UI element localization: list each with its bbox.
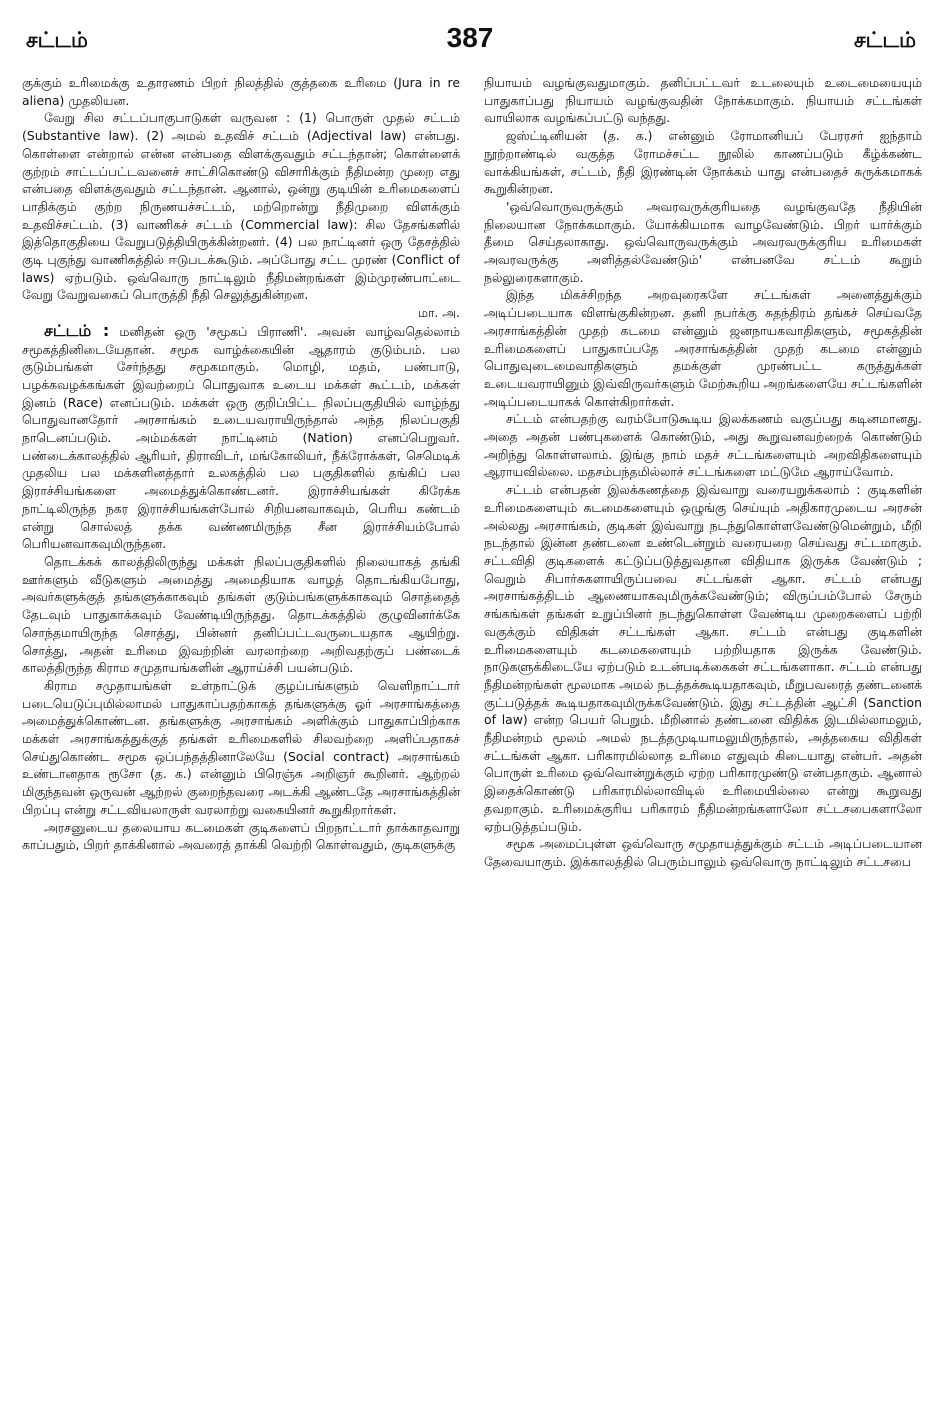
running-head-left: சட்டம் bbox=[26, 28, 88, 52]
paragraph: அரசனுடைய தலையாய கடமைகள் குடிகளைப் பிறநாட்டார் தாக்காதவாறு காப்பதும், பிறர் தாக்கினால் அவரைத் தாக்கி வெற்றி கொள்வதும், குடிகளுக்கு bbox=[22, 819, 460, 853]
paragraph: வேறு சில சட்டப்பாகுபாடுகள் வருவன : (1) பொருள் முதல் சட்டம் (Substantive law). (2) அமல் உதவிச் சட்டம் (Adjectival law) என்பது. கொள்ளை என்றால் என்ன என்பதை விளக்குவதும் சட்டந்தான்; கொள்ளைக் குற்றம் சாட்டப்பட்டவனைச் சாட்சிகொண்டு விசாரிக்கும் நீதிமன்ற முறை எது என்பதை விளக்குவதும் சட்டந்தான். ஆனால், ஒன்று குடியின் உரிமைகளைப் பாதிக்கும் குற்ற நிருணயச்சட்டம், மற்றொன்று நீதிமுறை விளக்கும் உதவிச்சட்டம். (3) வாணிகச் சட்டம் (Commercial law): சில தேசங்களில் இத்தொகுதியை வேறுபடுத்தியிருக்கின்றனர். (4) பல நாட்டினர் ஒரு தேசத்தில் குடி புகுந்து வாணிகத்தில் ஈடுபடக்கூடும். அப்போது சட்ட முரண் (Conflict of laws) ஏற்படும். ஒவ்வொரு நாட்டிலும் நீதிமன்றங்கள் இம்முரண்பாட்டை வேறு வேறுவகைப் பொருத்தி நீதி செலுத்துகின்றன. bbox=[22, 110, 460, 303]
entry-heading: சட்டம் : bbox=[44, 320, 110, 340]
paragraph: 'ஒவ்வொருவருக்கும் அவரவருக்குரியதை வழங்குவதே நீதியின் நிலையான நோக்கமாகும். யோக்கியமாக வாழவேண்டும். பிறர் யார்க்கும் தீமை செய்தலாகாது. ஒவ்வொருவருக்கும் அவரவருக்குரிய உரிமைகள் அவரவருக்கு அளித்தல்வேண்டும்' என்பனவே சட்டம் கூறும் நல்லுரைகளாகும். bbox=[484, 198, 922, 285]
right-column bbox=[484, 74, 922, 1414]
paragraph-text: மனிதன் ஒரு 'சமூகப் பிராணி'. அவன் வாழ்வதெல்லாம் சமூகத்தினிடையேதான். சமூக வாழ்க்கையின் ஆதாரம் குடும்பம். பல குடும்பங்கள் சேர்ந்தது சமூகமாகும். மொழி, மதம், பண்பாடு, பழக்கவழக்கங்கள் இவற்றைப் பொதுவாக உடைய மக்கள் கூட்டம், மக்கள் இனம் (Race) எனப்படும். மக்கள் ஒரு குறிப்பிட்ட நிலப்பகுதியில் வாழ்ந்து பொதுவானதோர் அரசாங்கம் உடையவராயிருந்தால் அந்த நிலப்பகுதி நாடெனப்படும். அம்மக்கள் நாட்டினம் (Nation) எனப்பெறுவர். பண்டைக்காலத்தில் ஆரியர், திராவிடர், மங்கோலியர், நீக்ரோக்கள், செமெடிக் முதலிய பல மக்களினத்தார் உலகத்தில் பல பகுதிகளில் தங்கிப் பல இராச்சியங்களை அமைத்துக்கொண்டனர். இராச்சியங்கள் கிரேக்க நாட்டிலிருந்த நகர இராச்சியங்கள்போல் சிறியனவாகவும், பெரிய கண்டம் என்று சொல்லத் தக்க வண்ணமிருந்த சீன இராச்சியம்போல் பெரியனவாகவுமிருந்தன. bbox=[22, 323, 460, 552]
running-head-right: சட்டம் bbox=[854, 28, 916, 52]
paragraph: தொடக்கக் காலத்திலிருந்து மக்கள் நிலப்பகுதிகளில் நிலையாகத் தங்கி ஊர்களும் வீடுகளும் அமைத்து அமைதியாக வாழத் தொடங்கியபோது, அவர்களுக்குத் தங்களுக்காகவும் தங்கள் குடும்பங்களுக்காகவும் சொத்தைத் தேடவும் பாதுகாக்கவும் வேண்டியிருந்தது. தொடக்கத்தில் குழுவினர்க்கே சொந்தமாயிருந்த சொத்து, பின்னர் தனிப்பட்டவருடையதாக ஆயிற்று. சொத்து, அதன் உரிமை இவற்றின் வரலாற்றை அறிவதற்குப் பண்டைக் காலத்திருந்த கிராம சமுதாயங்களின் ஆராய்ச்சி பயன்படும். bbox=[22, 553, 460, 676]
paragraph: சட்டம் என்பதற்கு வரம்போடுகூடிய இலக்கணம் வகுப்பது கடினமானது. அதை அதன் பண்புகளைக் கொண்டும், அது கூறுவனவற்றைக் கொண்டும் அறிந்து கொள்ளலாம். இங்கு நாம் மதச் சட்டங்களையும் அறவிதிகளையும் ஆராயவில்லை. மதசம்பந்தமில்லாச் சட்டங்களை மட்டுமே ஆராய்வோம். bbox=[484, 411, 922, 480]
entry-paragraph bbox=[22, 322, 460, 553]
paragraph: நியாயம் வழங்குவதுமாகும். தனிப்பட்டவர் உடலையும் உடைமையையும் பாதுகாப்பது நியாயம் வழங்குவதின் நோக்கமாகும். நியாயம் சட்டங்கள் வாயிலாக வழங்கப்பட்டு வந்தது. bbox=[484, 75, 922, 126]
page-header bbox=[0, 22, 940, 62]
paragraph: கிராம சமுதாயங்கள் உள்நாட்டுக் குழப்பங்களும் வெளிநாட்டார் படையெடுப்புமில்லாமல் பாதுகாப்பதற்காகத் தங்களுக்கு ஓர் அரசாங்கத்தை அமைத்துக்கொண்டன. தங்களுக்கு அரசாங்கம் அளிக்கும் பாதுகாப்பிற்காக மக்கள் அரசாங்கத்துக்குத் தங்கள் உரிமைகளில் சிலவற்றை அளிப்பதாகச் செய்துகொண்ட சமூக ஒப்பந்தத்தினாலேயே (Social contract) அரசாங்கம் உண்டானதாக ரூசோ (த. க.) என்னும் பிரெஞ்சு அறிஞர் கூறினர். ஆற்றல் மிகுந்தவன் ஒருவன் ஆற்றல் குறைந்தவரை அடக்கி ஆண்டதே அரசாங்கத்தின் பிறப்பு என்று சட்டவியலாருள் வரலாற்று வகையினர் கூறுகிறார்கள். bbox=[22, 677, 460, 817]
paragraph: இந்த மிகச்சிறந்த அறவுரைகளே சட்டங்கள் அனைத்துக்கும் அடிப்படையாக விளங்குகின்றன. தனி நபர்க்கு சுதந்திரம் தங்கச் செய்வதே அரசாங்கத்தின் முதற் கடமை என்னும் ஜனநாயகவாதிகளும், சமூகத்தின் உரிமைகளைப் பாதுகாப்பதே அரசாங்கத்தின் முதற் கடமை என்னும் பொதுவுடைமைவாதிகளும் தமக்குள் முரண்பட்ட கருத்துக்கள் உடையவராயினும் இவ்விருவர்களும் மேற்கூறிய அறங்களையே சட்டங்களின் அடிப்படையாகக் கொள்கிறார்கள். bbox=[484, 287, 922, 409]
paragraph: குக்கும் உரிமைக்கு உதாரணம் பிறர் நிலத்தில் குத்தகை உரிமை (Jura in re aliena) முதலியன. bbox=[22, 75, 460, 108]
paragraph: சமூக அமைப்புள்ள ஒவ்வொரு சமுதாயத்துக்கும் சட்டம் அடிப்படையான தேவையாகும். இக்காலத்தில் பெரும்பாலும் ஒவ்வொரு நாட்டிலும் சட்டசபை bbox=[484, 836, 922, 869]
left-column bbox=[22, 74, 460, 1414]
paragraph: ஜஸ்ட்டினியன் (த. க.) என்னும் ரோமானியப் பேரரசர் ஐந்தாம் நூற்றாண்டில் வகுத்த ரோமச்சட்ட நூலில் காணப்படும் கீழ்க்கண்ட வாக்கியங்கள், சட்டம், நீதி இரண்டின் நோக்கம் யாது என்பதைச் சுருக்கமாகக் கூறுகின்றன. bbox=[484, 128, 922, 197]
page-number: 387 bbox=[446, 22, 494, 53]
paragraph: சட்டம் என்பதன் இலக்கணத்தை இவ்வாறு வரையறுக்கலாம் : குடிகளின் உரிமைகளையும் கடமைகளையும் ஒழுங்கு செய்யும் அதிகாரமுடைய அரசன் அல்லது அரசாங்கம், குடிகள் இவ்வாறு நடந்துகொள்ளவேண்டுமென்றும், மீறி நடந்தால் இன்ன தண்டனை உண்டென்றும் வரையறை செய்வது சட்டமாகும். சட்டவிதி குடிகளைக் கட்டுப்படுத்துவதான விதியாக இருக்க வேண்டும் ; வெறும் சிபார்சுகளாயிருப்பவை சட்டங்கள் ஆகா. சட்டம் என்பது அரசாங்கத்திடம் ஆணையாகவுமிருக்கவேண்டும்; விருப்பம்போல் சேரும் சங்கங்கள் தங்கள் உறுப்பினர் நடந்துகொள்ள வேண்டிய முறைகளைப் பற்றி வகுக்கும் விதிகள் சட்டங்கள் ஆகா. சட்டம் என்பது குடிகளின் உரிமைகளையும் கடமைகளையும் பற்றியதாக இருக்க வேண்டும். நாடுகளுக்கிடையே ஏற்படும் உடன்படிக்கைகள் சட்டங்களாகா. சட்டம் என்பது நீதிமன்றங்கள் மூலமாக அமல் நடத்தக்கூடியதாகவும், மீறுபவரைத் தண்டனைக் குட்படுத்தக் கூடியதாகவுமிருக்கவேண்டும். இது சட்டத்தின் ஆட்சி (Sanction of law) என்ற பெயர் பெறும். மீறினால் தண்டனை விதிக்க இடமில்லாமலும், நீதிமன்றம் மூலம் அமல் நடத்தமுடியாமலுமிருந்தால், அத்தகைய விதிகள் சட்டங்கள் ஆகா. பரிகாரமில்லாத உரிமை எதுவும் கிடையாது என்பர். அதன் பொருள் உரிமை ஒவ்வொன்றுக்கும் ஏற்ற பரிகாரமுண்டு என்பதாகும். ஆனால் இதைக்கொண்டு பரிகாரமில்லாவிடில் உரிமையில்லை என்று கூறுவது தவறாகும். உரிமைக்குரிய பரிகாரம் நீதிமன்றங்களாலோ சட்டசபைகளாலோ ஏற்படுத்தப்படும். bbox=[484, 482, 922, 834]
author-signature: மா. அ. bbox=[417, 305, 460, 321]
